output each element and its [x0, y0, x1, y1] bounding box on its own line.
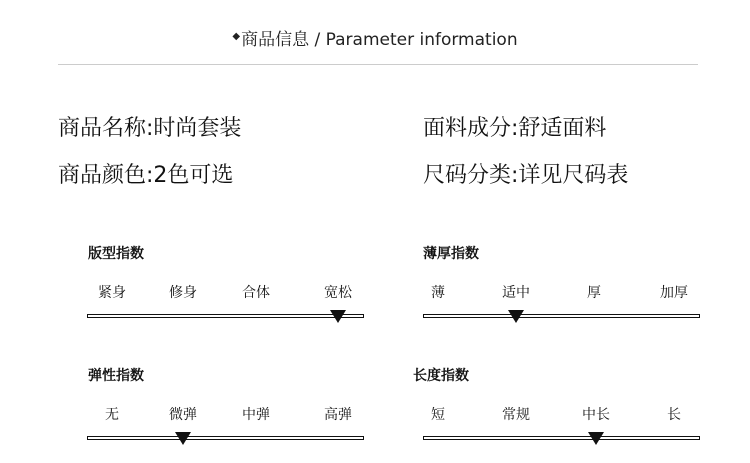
header-title: 商品信息 / Parameter information: [241, 30, 518, 50]
diamond-icon: ◆: [232, 31, 241, 42]
fit-scale-title: 版型指数: [88, 246, 144, 262]
thickness-scale-option: 适中: [502, 285, 530, 301]
triangle-marker-icon: [588, 432, 604, 445]
thickness-scale-option: 厚: [587, 285, 601, 301]
triangle-marker-icon: [175, 432, 191, 445]
thickness-scale-title: 薄厚指数: [423, 246, 479, 262]
triangle-marker-icon: [508, 310, 524, 323]
length-scale-option: 短: [431, 407, 445, 423]
length-scale-option: 长: [667, 407, 681, 423]
length-scale-bar: [423, 436, 700, 440]
elasticity-scale-option: 无: [105, 407, 119, 423]
fit-scale-option: 修身: [169, 285, 197, 301]
elasticity-scale-title: 弹性指数: [88, 368, 144, 384]
elasticity-scale-option: 微弹: [169, 407, 197, 423]
section-header: [0, 24, 750, 53]
product-color: 商品颜色:2色可选: [58, 163, 234, 188]
fit-scale-bar: [87, 314, 364, 318]
fit-scale-option: 合体: [242, 285, 270, 301]
thickness-scale-option: 加厚: [660, 285, 688, 301]
length-scale-title: 长度指数: [413, 368, 469, 384]
fit-scale-option: 宽松: [324, 285, 352, 301]
fit-scale-option: 紧身: [98, 285, 126, 301]
length-scale-option: 常规: [502, 407, 530, 423]
elasticity-scale-option: 中弹: [242, 407, 270, 423]
product-fabric: 面料成分:舒适面料: [423, 116, 607, 141]
elasticity-scale-bar: [87, 436, 364, 440]
triangle-marker-icon: [330, 310, 346, 323]
header-divider: [58, 64, 698, 65]
product-name: 商品名称:时尚套装: [58, 116, 242, 141]
length-scale-option: 中长: [582, 407, 610, 423]
thickness-scale-bar: [423, 314, 700, 318]
thickness-scale-option: 薄: [431, 285, 445, 301]
elasticity-scale-option: 高弹: [324, 407, 352, 423]
product-size: 尺码分类:详见尺码表: [423, 163, 629, 188]
